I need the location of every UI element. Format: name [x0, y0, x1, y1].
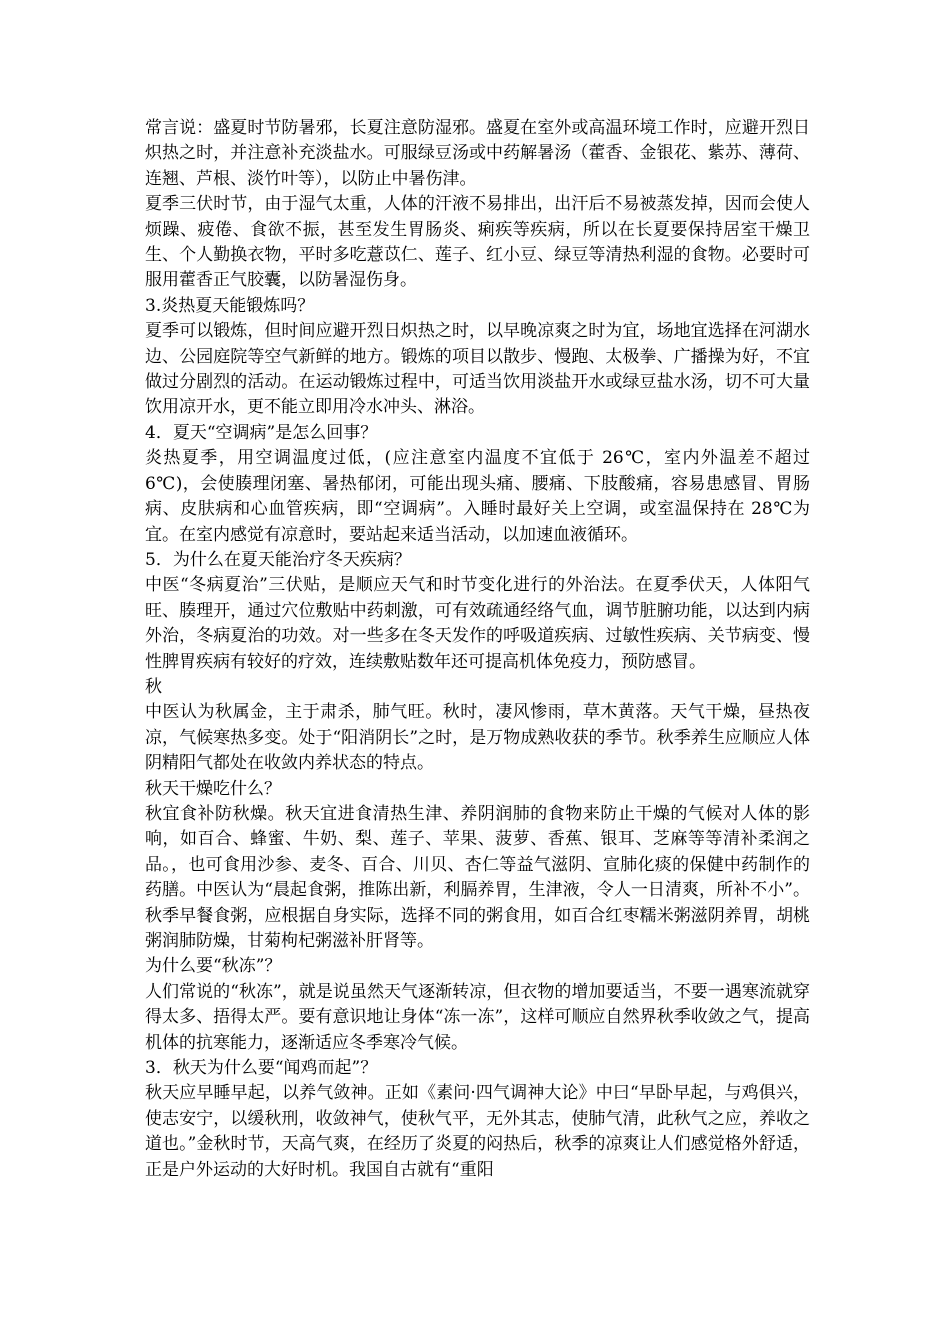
paragraph-sanfu-dampness: 夏季三伏时节，由于湿气太重，人体的汗液不易排出，出汗后不易被蒸发掉，因而会使人烦躁、疲倦、食欲不振，甚至发生胃肠炎、痢疾等疾病，所以在长夏要保持居室干燥卫生、个人勤换衣物，平时多吃薏苡仁、莲子、红小豆、绿豆等清热利湿的食物。必要时可服用藿香正气胶囊，以防暑湿伤身。: [145, 194, 810, 291]
heading-winter-disease-summer-treatment: 5．为什么在夏天能治疗冬天疾病？: [145, 549, 411, 570]
heading-air-conditioning-illness: 4．夏天“空调病”是怎么回事？: [145, 422, 378, 443]
paragraph-autumn-freeze: 人们常说的“秋冻”，就是说虽然天气逐渐转凉，但衣物的增加要适当，不要一遇寒流就穿得太多、捂得太严。要有意识地让身体“冻一冻”，这样可顺应自然界秋季收敛之气，提高机体的抗寒能力，逐渐适应冬季寒冷气候。: [145, 981, 810, 1053]
paragraph-air-conditioning-illness: 炎热夏季，用空调温度过低，(应注意室内温度不宜低于 26℃，室内外温差不超过 6℃)，会使腠理闭塞、暑热郁闭，可能出现头痛、腰痛、下肢酸痛，容易患感冒、胃肠病、皮肤病和心血管疾病，即“空调病”。入睡时最好关上空调，或室温保持在 28℃为宜。在室内感觉有凉意时，要站起来适当活动，以加速血液循环。: [145, 448, 810, 545]
paragraph-autumn-dryness-food: 秋宜食补防秋燥。秋天宜进食清热生津、养阴润肺的食物来防止干燥的气候对人体的影响，如百合、蜂蜜、牛奶、梨、莲子、苹果、菠萝、香蕉、银耳、芝麻等等清补柔润之品。，也可食用沙参、麦冬、百合、川贝、杏仁等益气滋阴、宣肺化痰的保健中药制作的药膳。中医认为“晨起食粥，推陈出新，利膈养胃，生津液，令人一日清爽，所补不小”。秋季早餐食粥，应根据自身实际，选择不同的粥食用，如百合红枣糯米粥滋阴养胃，胡桃粥润肺防燥，甘菊枸杞粥滋补肝肾等。: [145, 803, 810, 951]
heading-autumn-dryness-food: 秋天干燥吃什么？: [145, 778, 281, 799]
paragraph-winter-disease-summer-treatment: 中医“冬病夏治”三伏贴，是顺应天气和时节变化进行的外治法。在夏季伏天，人体阳气旺、腠理开，通过穴位敷贴中药刺激，可有效疏通经络气血，调节脏腑功能，以达到内病外治，冬病夏治的功效。对一些多在冬天发作的呼吸道疾病、过敏性疾病、关节病变、慢性脾胃疾病有较好的疗效，连续敷贴数年还可提高机体免疫力，预防感冒。: [145, 575, 810, 672]
paragraph-autumn-intro: 中医认为秋属金，主于肃杀，肺气旺。秋时，凄风惨雨，草木黄落。天气干燥，昼热夜凉，气候寒热多变。处于“阳消阴长”之时，是万物成熟收获的季节。秋季养生应顺应人体阴精阳气都处在收敛内养状态的特点。: [145, 702, 810, 774]
paragraph-summer-heat-prevention: 常言说：盛夏时节防暑邪，长夏注意防湿邪。盛夏在室外或高温环境工作时，应避开烈日炽热之时，并注意补充淡盐水。可服绿豆汤或中药解暑汤（藿香、金银花、紫苏、薄荷、连翘、芦根、淡竹叶等），以防止中暑伤津。: [145, 118, 810, 189]
heading-rise-with-rooster: 3．秋天为什么要“闻鸡而起”？: [145, 1058, 378, 1079]
paragraph-rise-with-rooster: 秋天应早睡早起，以养气敛神。正如《素问·四气调神大论》中曰“早卧早起，与鸡俱兴，使志安宁，以缓秋刑，收敛神气，使秋气平，无外其志，使肺气清，此秋气之应，养收之道也。”金秋时节，天高气爽，在经历了炎夏的闷热后，秋季的凉爽让人们感觉格外舒适，正是户外运动的大好时机。我国自古就有“重阳: [145, 1083, 810, 1180]
paragraph-summer-exercise: 夏季可以锻炼，但时间应避开烈日炽热之时，以早晚凉爽之时为宜，场地宜选择在河湖水边、公园庭院等空气新鲜的地方。锻炼的项目以散步、慢跑、太极拳、广播操为好，不宜做过分剧烈的活动。在运动锻炼过程中，可适当饮用淡盐开水或绿豆盐水汤，切不可大量饮用凉开水，更不能立即用冷水冲头、淋浴。: [145, 321, 810, 418]
heading-summer-exercise: 3.炎热夏天能锻炼吗？: [145, 295, 315, 316]
heading-autumn: 秋: [145, 676, 162, 697]
document-body: [145, 116, 810, 1183]
heading-autumn-freeze: 为什么要“秋冻”？: [145, 956, 282, 977]
